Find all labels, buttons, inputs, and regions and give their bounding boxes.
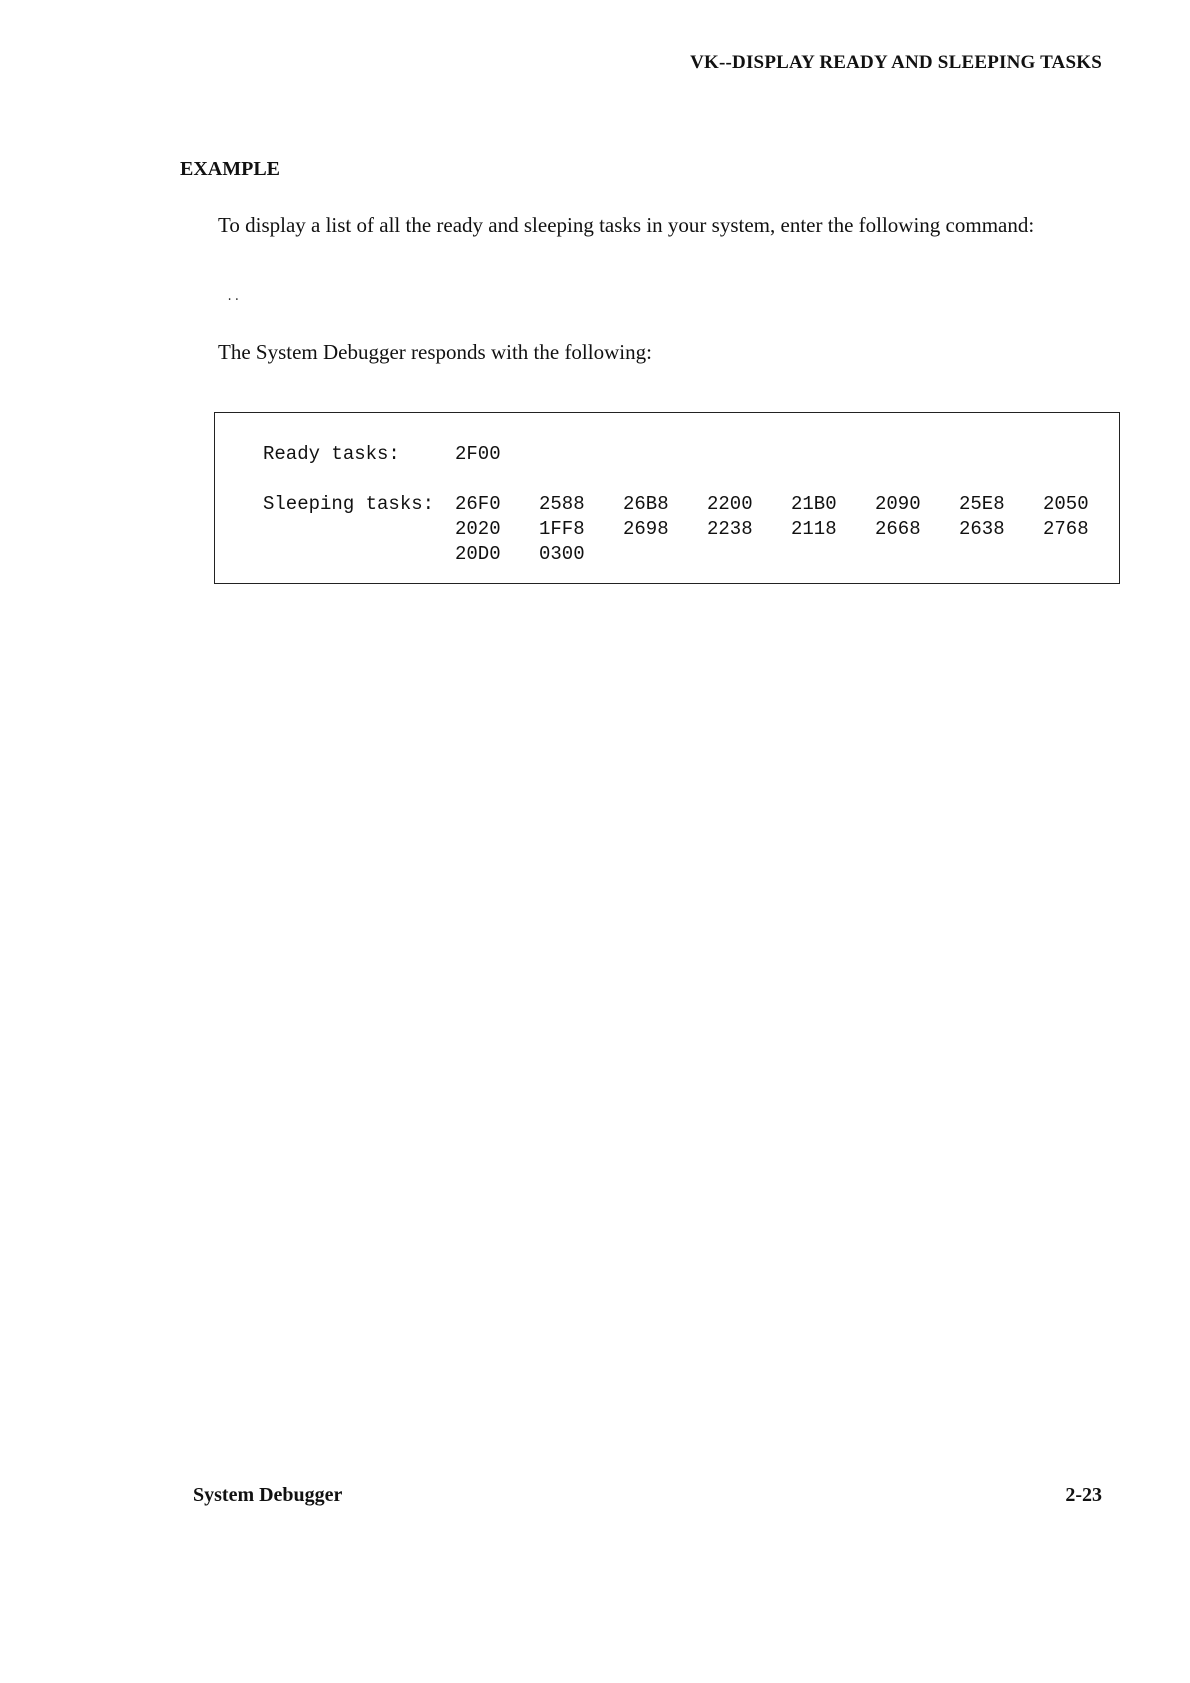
task-value: 26F0 bbox=[455, 493, 501, 515]
response-paragraph: The System Debugger responds with the following: bbox=[218, 340, 652, 364]
task-value: 2638 bbox=[959, 518, 1005, 540]
task-value: 0300 bbox=[539, 543, 585, 565]
command-text: .. bbox=[226, 290, 241, 304]
task-value: 25E8 bbox=[959, 493, 1005, 515]
task-value: 2200 bbox=[707, 493, 753, 515]
ready-task-value: 2F00 bbox=[455, 443, 501, 465]
intro-paragraph: To display a list of all the ready and sleeping tasks in your system, enter the following command: bbox=[218, 213, 1035, 237]
section-heading: EXAMPLE bbox=[180, 158, 280, 180]
task-value: 1FF8 bbox=[539, 518, 585, 540]
footer-title: System Debugger bbox=[193, 1484, 343, 1506]
task-value: 2050 bbox=[1043, 493, 1089, 515]
task-value: 2588 bbox=[539, 493, 585, 515]
task-value: 2090 bbox=[875, 493, 921, 515]
task-value: 2698 bbox=[623, 518, 669, 540]
running-header: VK--DISPLAY READY AND SLEEPING TASKS bbox=[690, 52, 1102, 73]
task-value: 26B8 bbox=[623, 493, 669, 515]
page-number: 2-23 bbox=[1065, 1484, 1102, 1506]
task-value: 2118 bbox=[791, 518, 837, 540]
task-value: 2768 bbox=[1043, 518, 1089, 540]
output-box bbox=[214, 412, 1120, 584]
task-value: 20D0 bbox=[455, 543, 501, 565]
task-value: 2668 bbox=[875, 518, 921, 540]
task-value: 2238 bbox=[707, 518, 753, 540]
task-value: 21B0 bbox=[791, 493, 837, 515]
sleeping-label: Sleeping tasks: bbox=[263, 493, 435, 515]
ready-label: Ready tasks: bbox=[263, 443, 400, 465]
task-value: 2020 bbox=[455, 518, 501, 540]
